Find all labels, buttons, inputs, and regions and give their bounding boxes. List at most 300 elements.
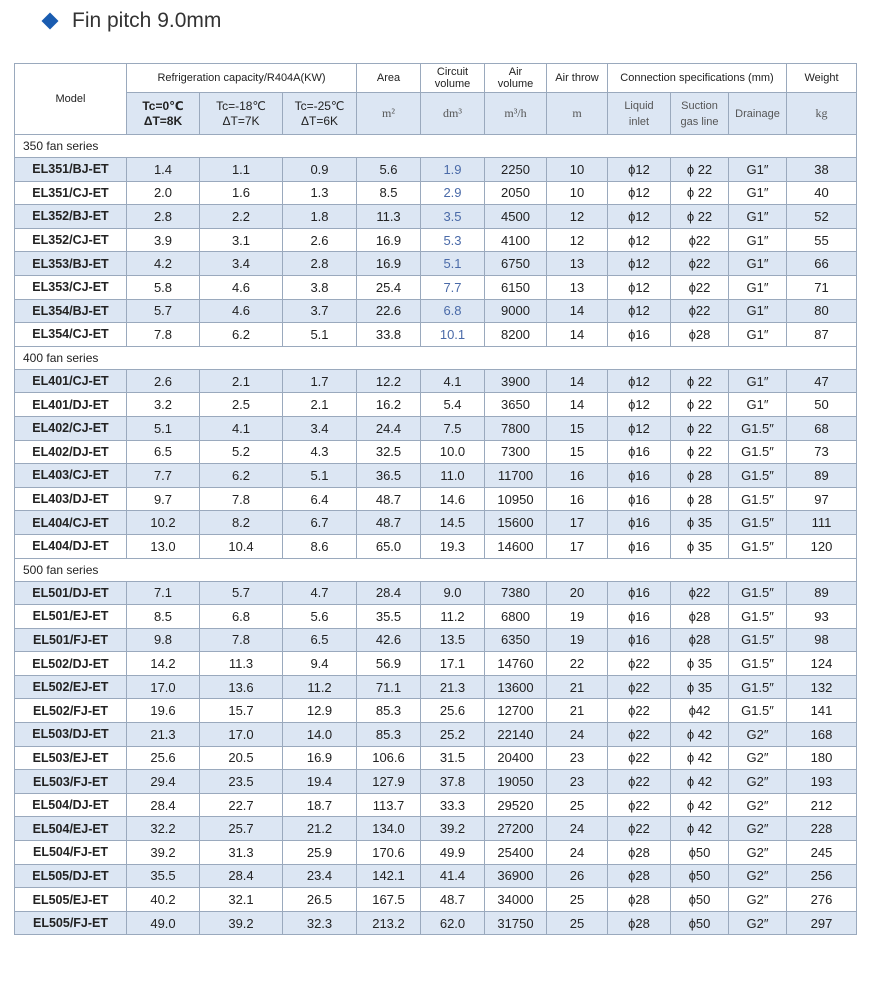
table-row xyxy=(15,652,857,676)
cell-weight: 47 xyxy=(787,369,857,393)
cell-air-throw: 19 xyxy=(547,605,608,629)
cell-air-throw: 21 xyxy=(547,675,608,699)
cell-liquid-inlet: ϕ28 xyxy=(608,841,671,865)
cell-model: EL502/EJ-ET xyxy=(15,675,127,699)
cell-tc18: 22.7 xyxy=(200,793,283,817)
table-row xyxy=(15,158,857,182)
cell-area: 24.4 xyxy=(357,416,421,440)
cell-area: 36.5 xyxy=(357,464,421,488)
cell-weight: 40 xyxy=(787,181,857,205)
cell-drainage: G1.5″ xyxy=(729,416,787,440)
header-area: Area xyxy=(357,64,421,93)
cell-area: 5.6 xyxy=(357,158,421,182)
cell-air-throw: 13 xyxy=(547,252,608,276)
cell-circuit-volume: 10.0 xyxy=(421,440,485,464)
cell-tc0: 10.2 xyxy=(127,511,200,535)
header-drainage: Drainage xyxy=(729,93,787,135)
table-row xyxy=(15,299,857,323)
cell-air-volume: 15600 xyxy=(485,511,547,535)
cell-air-throw: 14 xyxy=(547,323,608,347)
cell-air-volume: 25400 xyxy=(485,841,547,865)
cell-tc0: 49.0 xyxy=(127,911,200,935)
cell-liquid-inlet: ϕ12 xyxy=(608,252,671,276)
cell-area: 16.9 xyxy=(357,228,421,252)
cell-drainage: G1″ xyxy=(729,369,787,393)
cell-suction-gas-line: ϕ22 xyxy=(671,228,729,252)
table-row xyxy=(15,793,857,817)
header-air-volume: Air volume xyxy=(485,64,547,93)
cell-weight: 245 xyxy=(787,841,857,865)
cell-tc25: 14.0 xyxy=(283,723,357,747)
cell-circuit-volume: 39.2 xyxy=(421,817,485,841)
cell-drainage: G1″ xyxy=(729,393,787,417)
cell-tc18: 39.2 xyxy=(200,911,283,935)
cell-air-volume: 6350 xyxy=(485,628,547,652)
cell-tc18: 28.4 xyxy=(200,864,283,888)
cell-drainage: G2″ xyxy=(729,793,787,817)
cell-air-volume: 6750 xyxy=(485,252,547,276)
cell-weight: 52 xyxy=(787,205,857,229)
cell-model: EL354/BJ-ET xyxy=(15,299,127,323)
series-header-row xyxy=(15,558,857,581)
cell-model: EL503/FJ-ET xyxy=(15,770,127,794)
cell-circuit-volume: 17.1 xyxy=(421,652,485,676)
header-weight: Weight xyxy=(787,64,857,93)
cell-circuit-volume: 5.4 xyxy=(421,393,485,417)
header-suction-gas-line: Suction gas line xyxy=(671,93,729,135)
cell-liquid-inlet: ϕ16 xyxy=(608,605,671,629)
cell-weight: 68 xyxy=(787,416,857,440)
cell-model: EL501/EJ-ET xyxy=(15,605,127,629)
cell-circuit-volume: 14.5 xyxy=(421,511,485,535)
table-row xyxy=(15,581,857,605)
cell-circuit-volume: 11.2 xyxy=(421,605,485,629)
cell-area: 85.3 xyxy=(357,699,421,723)
cell-tc25: 21.2 xyxy=(283,817,357,841)
cell-tc18: 4.6 xyxy=(200,299,283,323)
table-row xyxy=(15,841,857,865)
cell-circuit-volume: 25.6 xyxy=(421,699,485,723)
cell-tc18: 2.5 xyxy=(200,393,283,417)
cell-tc0: 39.2 xyxy=(127,841,200,865)
cell-model: EL402/CJ-ET xyxy=(15,416,127,440)
cell-area: 65.0 xyxy=(357,534,421,558)
cell-suction-gas-line: ϕ50 xyxy=(671,888,729,912)
cell-model: EL354/CJ-ET xyxy=(15,323,127,347)
cell-weight: 50 xyxy=(787,393,857,417)
cell-tc25: 6.4 xyxy=(283,487,357,511)
cell-tc18: 11.3 xyxy=(200,652,283,676)
cell-suction-gas-line: ϕ50 xyxy=(671,841,729,865)
cell-tc25: 18.7 xyxy=(283,793,357,817)
cell-air-throw: 24 xyxy=(547,723,608,747)
cell-circuit-volume: 14.6 xyxy=(421,487,485,511)
cell-circuit-volume: 2.9 xyxy=(421,181,485,205)
cell-tc18: 6.2 xyxy=(200,323,283,347)
cell-drainage: G1″ xyxy=(729,158,787,182)
cell-air-throw: 14 xyxy=(547,299,608,323)
header-refrigeration-capacity: Refrigeration capacity/R404A(KW) xyxy=(127,64,357,93)
cell-air-throw: 16 xyxy=(547,464,608,488)
header-tc-minus-25: Tc=-25℃ ΔT=6K xyxy=(283,93,357,135)
cell-weight: 276 xyxy=(787,888,857,912)
cell-tc0: 29.4 xyxy=(127,770,200,794)
table-row xyxy=(15,746,857,770)
cell-drainage: G2″ xyxy=(729,841,787,865)
cell-tc0: 14.2 xyxy=(127,652,200,676)
cell-suction-gas-line: ϕ 35 xyxy=(671,652,729,676)
cell-circuit-volume: 10.1 xyxy=(421,323,485,347)
cell-liquid-inlet: ϕ28 xyxy=(608,864,671,888)
cell-area: 42.6 xyxy=(357,628,421,652)
cell-liquid-inlet: ϕ16 xyxy=(608,487,671,511)
cell-model: EL503/EJ-ET xyxy=(15,746,127,770)
cell-area: 106.6 xyxy=(357,746,421,770)
table-row xyxy=(15,605,857,629)
cell-tc0: 17.0 xyxy=(127,675,200,699)
cell-weight: 73 xyxy=(787,440,857,464)
table-row xyxy=(15,675,857,699)
cell-area: 48.7 xyxy=(357,511,421,535)
cell-tc18: 7.8 xyxy=(200,628,283,652)
cell-tc25: 5.6 xyxy=(283,605,357,629)
cell-model: EL504/FJ-ET xyxy=(15,841,127,865)
cell-drainage: G1.5″ xyxy=(729,534,787,558)
cell-weight: 71 xyxy=(787,275,857,299)
cell-model: EL404/DJ-ET xyxy=(15,534,127,558)
cell-area: 170.6 xyxy=(357,841,421,865)
cell-model: EL401/DJ-ET xyxy=(15,393,127,417)
cell-tc25: 6.7 xyxy=(283,511,357,535)
cell-tc18: 20.5 xyxy=(200,746,283,770)
cell-liquid-inlet: ϕ16 xyxy=(608,628,671,652)
table-row xyxy=(15,723,857,747)
cell-tc0: 7.1 xyxy=(127,581,200,605)
cell-model: EL352/BJ-ET xyxy=(15,205,127,229)
cell-drainage: G2″ xyxy=(729,911,787,935)
cell-drainage: G1″ xyxy=(729,299,787,323)
cell-suction-gas-line: ϕ 22 xyxy=(671,416,729,440)
cell-liquid-inlet: ϕ22 xyxy=(608,723,671,747)
cell-air-volume: 29520 xyxy=(485,793,547,817)
cell-tc25: 9.4 xyxy=(283,652,357,676)
cell-tc18: 4.6 xyxy=(200,275,283,299)
cell-tc25: 3.7 xyxy=(283,299,357,323)
table-row xyxy=(15,205,857,229)
table-row xyxy=(15,440,857,464)
cell-tc18: 13.6 xyxy=(200,675,283,699)
cell-weight: 38 xyxy=(787,158,857,182)
header-connection-specifications: Connection specifications (mm) xyxy=(608,64,787,93)
cell-weight: 297 xyxy=(787,911,857,935)
cell-tc18: 31.3 xyxy=(200,841,283,865)
cell-suction-gas-line: ϕ 42 xyxy=(671,770,729,794)
cell-tc25: 4.3 xyxy=(283,440,357,464)
cell-drainage: G1″ xyxy=(729,323,787,347)
cell-area: 167.5 xyxy=(357,888,421,912)
cell-weight: 97 xyxy=(787,487,857,511)
cell-weight: 89 xyxy=(787,464,857,488)
cell-tc18: 3.4 xyxy=(200,252,283,276)
cell-suction-gas-line: ϕ 22 xyxy=(671,440,729,464)
cell-drainage: G1.5″ xyxy=(729,464,787,488)
cell-tc25: 3.4 xyxy=(283,416,357,440)
cell-air-throw: 19 xyxy=(547,628,608,652)
cell-model: EL505/FJ-ET xyxy=(15,911,127,935)
cell-liquid-inlet: ϕ22 xyxy=(608,770,671,794)
cell-drainage: G1.5″ xyxy=(729,605,787,629)
cell-tc25: 5.1 xyxy=(283,464,357,488)
cell-tc0: 28.4 xyxy=(127,793,200,817)
cell-model: EL353/BJ-ET xyxy=(15,252,127,276)
cell-tc25: 1.3 xyxy=(283,181,357,205)
cell-suction-gas-line: ϕ 35 xyxy=(671,534,729,558)
cell-drainage: G2″ xyxy=(729,770,787,794)
cell-drainage: G2″ xyxy=(729,888,787,912)
cell-area: 35.5 xyxy=(357,605,421,629)
cell-tc18: 1.6 xyxy=(200,181,283,205)
cell-drainage: G1.5″ xyxy=(729,511,787,535)
cell-tc18: 17.0 xyxy=(200,723,283,747)
cell-air-volume: 4500 xyxy=(485,205,547,229)
table-row xyxy=(15,369,857,393)
cell-liquid-inlet: ϕ12 xyxy=(608,181,671,205)
cell-weight: 180 xyxy=(787,746,857,770)
cell-tc0: 7.7 xyxy=(127,464,200,488)
cell-tc0: 2.6 xyxy=(127,369,200,393)
cell-air-volume: 36900 xyxy=(485,864,547,888)
cell-tc0: 3.2 xyxy=(127,393,200,417)
cell-liquid-inlet: ϕ22 xyxy=(608,699,671,723)
cell-area: 16.2 xyxy=(357,393,421,417)
cell-circuit-volume: 7.7 xyxy=(421,275,485,299)
cell-air-throw: 13 xyxy=(547,275,608,299)
cell-air-throw: 10 xyxy=(547,158,608,182)
cell-tc0: 1.4 xyxy=(127,158,200,182)
header-air-volume-unit: m³/h xyxy=(485,93,547,135)
cell-air-throw: 16 xyxy=(547,487,608,511)
cell-circuit-volume: 6.8 xyxy=(421,299,485,323)
cell-tc25: 23.4 xyxy=(283,864,357,888)
cell-liquid-inlet: ϕ12 xyxy=(608,158,671,182)
cell-circuit-volume: 9.0 xyxy=(421,581,485,605)
cell-model: EL403/CJ-ET xyxy=(15,464,127,488)
table-row xyxy=(15,275,857,299)
cell-tc18: 15.7 xyxy=(200,699,283,723)
cell-tc25: 0.9 xyxy=(283,158,357,182)
table-row xyxy=(15,393,857,417)
cell-liquid-inlet: ϕ12 xyxy=(608,369,671,393)
cell-model: EL352/CJ-ET xyxy=(15,228,127,252)
cell-suction-gas-line: ϕ50 xyxy=(671,911,729,935)
cell-suction-gas-line: ϕ 22 xyxy=(671,369,729,393)
cell-tc0: 2.0 xyxy=(127,181,200,205)
cell-model: EL503/DJ-ET xyxy=(15,723,127,747)
cell-tc25: 1.8 xyxy=(283,205,357,229)
cell-tc0: 25.6 xyxy=(127,746,200,770)
cell-tc0: 7.8 xyxy=(127,323,200,347)
cell-drainage: G2″ xyxy=(729,723,787,747)
cell-model: EL402/DJ-ET xyxy=(15,440,127,464)
cell-suction-gas-line: ϕ22 xyxy=(671,299,729,323)
page-title-row xyxy=(44,6,221,36)
cell-drainage: G2″ xyxy=(729,746,787,770)
cell-area: 28.4 xyxy=(357,581,421,605)
cell-weight: 111 xyxy=(787,511,857,535)
cell-liquid-inlet: ϕ16 xyxy=(608,534,671,558)
cell-air-volume: 13600 xyxy=(485,675,547,699)
cell-tc25: 8.6 xyxy=(283,534,357,558)
cell-weight: 80 xyxy=(787,299,857,323)
cell-suction-gas-line: ϕ 42 xyxy=(671,817,729,841)
cell-weight: 89 xyxy=(787,581,857,605)
cell-suction-gas-line: ϕ 28 xyxy=(671,464,729,488)
cell-liquid-inlet: ϕ16 xyxy=(608,323,671,347)
cell-area: 134.0 xyxy=(357,817,421,841)
cell-air-throw: 22 xyxy=(547,652,608,676)
diamond-bullet-icon xyxy=(42,13,59,30)
table-row xyxy=(15,487,857,511)
cell-model: EL505/EJ-ET xyxy=(15,888,127,912)
spec-table-body xyxy=(15,135,857,935)
cell-suction-gas-line: ϕ 42 xyxy=(671,746,729,770)
cell-liquid-inlet: ϕ12 xyxy=(608,416,671,440)
cell-liquid-inlet: ϕ12 xyxy=(608,228,671,252)
cell-tc0: 2.8 xyxy=(127,205,200,229)
cell-tc0: 19.6 xyxy=(127,699,200,723)
cell-air-throw: 12 xyxy=(547,228,608,252)
cell-area: 56.9 xyxy=(357,652,421,676)
cell-air-throw: 17 xyxy=(547,534,608,558)
cell-tc0: 13.0 xyxy=(127,534,200,558)
cell-drainage: G1.5″ xyxy=(729,652,787,676)
header-model: Model xyxy=(15,64,127,135)
cell-circuit-volume: 19.3 xyxy=(421,534,485,558)
cell-air-volume: 34000 xyxy=(485,888,547,912)
cell-area: 22.6 xyxy=(357,299,421,323)
cell-air-volume: 6150 xyxy=(485,275,547,299)
cell-tc25: 3.8 xyxy=(283,275,357,299)
cell-tc25: 12.9 xyxy=(283,699,357,723)
cell-air-volume: 9000 xyxy=(485,299,547,323)
header-weight-unit: kg xyxy=(787,93,857,135)
cell-tc25: 1.7 xyxy=(283,369,357,393)
cell-weight: 193 xyxy=(787,770,857,794)
cell-liquid-inlet: ϕ12 xyxy=(608,299,671,323)
cell-circuit-volume: 48.7 xyxy=(421,888,485,912)
cell-suction-gas-line: ϕ 35 xyxy=(671,511,729,535)
cell-air-volume: 6800 xyxy=(485,605,547,629)
cell-air-throw: 14 xyxy=(547,369,608,393)
cell-area: 71.1 xyxy=(357,675,421,699)
cell-air-volume: 7800 xyxy=(485,416,547,440)
cell-tc0: 21.3 xyxy=(127,723,200,747)
cell-model: EL502/DJ-ET xyxy=(15,652,127,676)
cell-suction-gas-line: ϕ42 xyxy=(671,699,729,723)
table-row xyxy=(15,817,857,841)
cell-air-throw: 12 xyxy=(547,205,608,229)
cell-weight: 132 xyxy=(787,675,857,699)
cell-drainage: G1.5″ xyxy=(729,581,787,605)
cell-suction-gas-line: ϕ 22 xyxy=(671,181,729,205)
series-header-row xyxy=(15,346,857,369)
cell-weight: 98 xyxy=(787,628,857,652)
cell-suction-gas-line: ϕ 22 xyxy=(671,205,729,229)
cell-air-volume: 3900 xyxy=(485,369,547,393)
cell-tc18: 4.1 xyxy=(200,416,283,440)
cell-tc18: 6.2 xyxy=(200,464,283,488)
cell-air-throw: 23 xyxy=(547,746,608,770)
cell-drainage: G2″ xyxy=(729,864,787,888)
cell-drainage: G1″ xyxy=(729,205,787,229)
cell-area: 12.2 xyxy=(357,369,421,393)
cell-liquid-inlet: ϕ16 xyxy=(608,511,671,535)
cell-circuit-volume: 33.3 xyxy=(421,793,485,817)
cell-model: EL505/DJ-ET xyxy=(15,864,127,888)
cell-air-volume: 27200 xyxy=(485,817,547,841)
cell-suction-gas-line: ϕ 28 xyxy=(671,487,729,511)
header-tc-minus-18: Tc=-18℃ ΔT=7K xyxy=(200,93,283,135)
table-row xyxy=(15,628,857,652)
header-circuit-volume-unit: dm³ xyxy=(421,93,485,135)
cell-air-volume: 14760 xyxy=(485,652,547,676)
cell-circuit-volume: 4.1 xyxy=(421,369,485,393)
cell-model: EL501/DJ-ET xyxy=(15,581,127,605)
cell-liquid-inlet: ϕ16 xyxy=(608,440,671,464)
cell-tc25: 16.9 xyxy=(283,746,357,770)
cell-area: 25.4 xyxy=(357,275,421,299)
cell-drainage: G2″ xyxy=(729,817,787,841)
cell-tc0: 5.1 xyxy=(127,416,200,440)
table-row xyxy=(15,323,857,347)
cell-air-volume: 10950 xyxy=(485,487,547,511)
cell-drainage: G1.5″ xyxy=(729,699,787,723)
cell-model: EL502/FJ-ET xyxy=(15,699,127,723)
cell-model: EL504/EJ-ET xyxy=(15,817,127,841)
cell-liquid-inlet: ϕ16 xyxy=(608,581,671,605)
cell-tc18: 32.1 xyxy=(200,888,283,912)
cell-area: 48.7 xyxy=(357,487,421,511)
cell-tc25: 32.3 xyxy=(283,911,357,935)
table-row xyxy=(15,911,857,935)
cell-air-throw: 15 xyxy=(547,416,608,440)
cell-model: EL351/CJ-ET xyxy=(15,181,127,205)
cell-air-throw: 25 xyxy=(547,911,608,935)
series-title: 350 fan series xyxy=(15,135,857,158)
table-row xyxy=(15,252,857,276)
cell-air-throw: 25 xyxy=(547,888,608,912)
cell-air-throw: 15 xyxy=(547,440,608,464)
table-row xyxy=(15,888,857,912)
cell-suction-gas-line: ϕ22 xyxy=(671,275,729,299)
cell-model: EL351/BJ-ET xyxy=(15,158,127,182)
cell-air-throw: 20 xyxy=(547,581,608,605)
cell-air-volume: 3650 xyxy=(485,393,547,417)
cell-air-throw: 10 xyxy=(547,181,608,205)
cell-tc18: 6.8 xyxy=(200,605,283,629)
table-row xyxy=(15,416,857,440)
cell-circuit-volume: 31.5 xyxy=(421,746,485,770)
header-area-unit: m² xyxy=(357,93,421,135)
table-row xyxy=(15,228,857,252)
cell-air-volume: 7380 xyxy=(485,581,547,605)
cell-tc18: 10.4 xyxy=(200,534,283,558)
cell-area: 142.1 xyxy=(357,864,421,888)
cell-air-volume: 31750 xyxy=(485,911,547,935)
cell-suction-gas-line: ϕ50 xyxy=(671,864,729,888)
cell-air-throw: 25 xyxy=(547,793,608,817)
cell-tc18: 8.2 xyxy=(200,511,283,535)
